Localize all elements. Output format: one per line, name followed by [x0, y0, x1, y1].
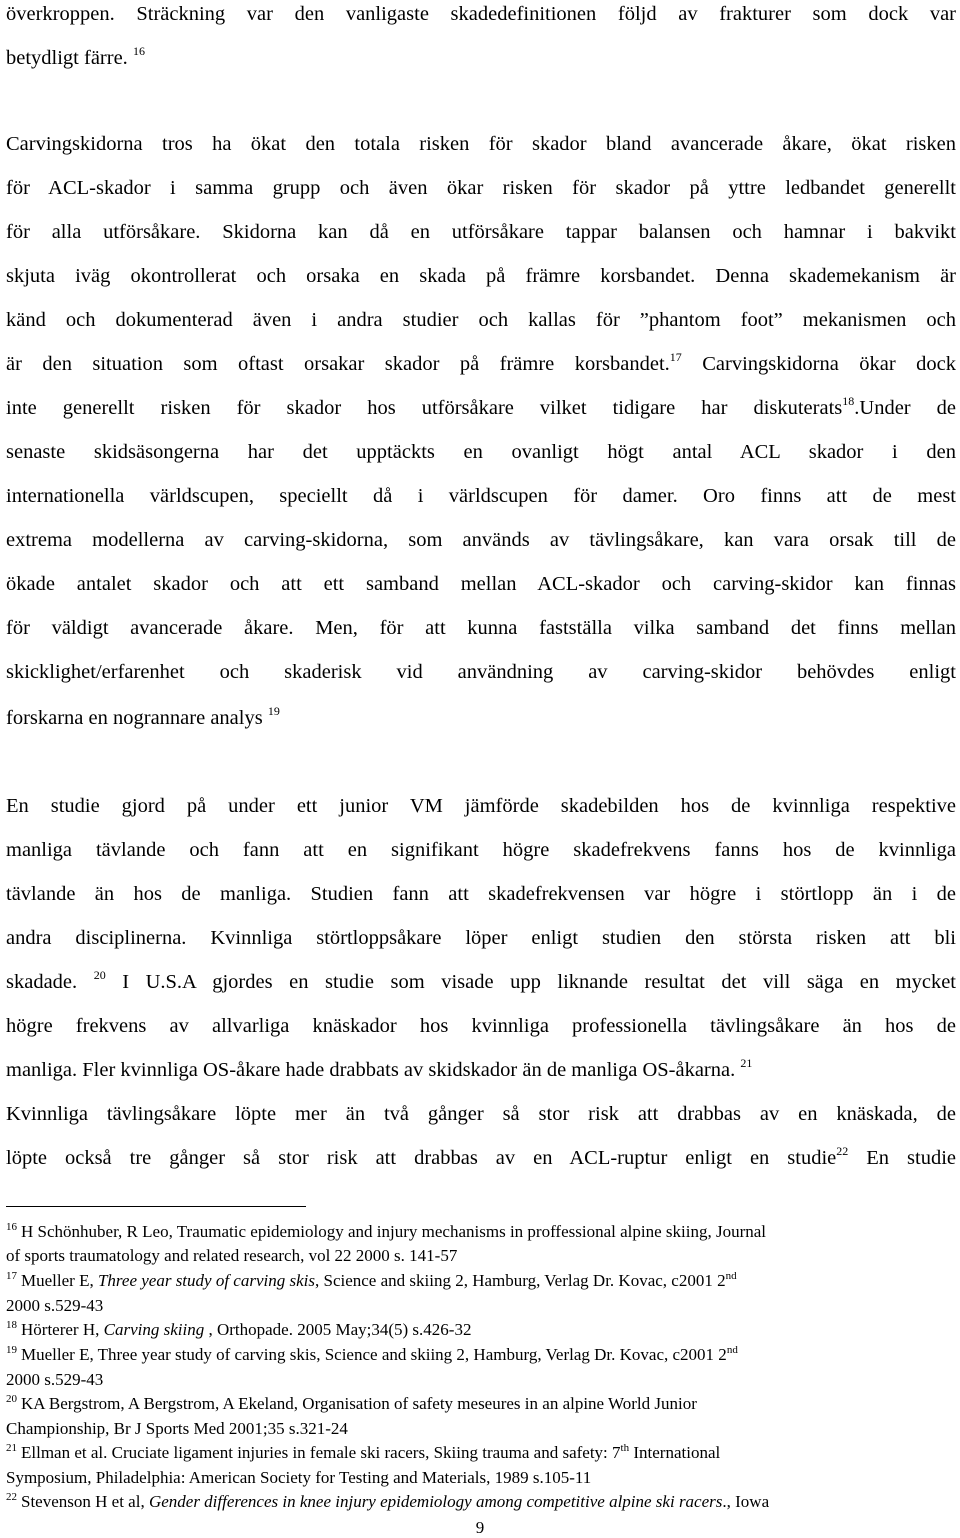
- footnote-ref: 22: [836, 1144, 849, 1158]
- text-line: forskarna en nogrannare analys $^{19}$: [6, 704, 280, 729]
- text-line: skicklighet/erfarenhet och skaderisk vid användning av carving-skidor behövdes enligt: [6, 661, 956, 683]
- text-line: En studie gjord på under ett junior VM jämförde skadebilden hos de kvinnliga respektive: [6, 795, 956, 817]
- text-line: manliga tävlande och fann att en signifikant högre skadefrekvens fanns hos de kvinnliga: [6, 839, 956, 861]
- text-line: för alla utförsåkare. Skidorna kan då en utförsåkare tappar balansen och hamnar i bakvikt: [6, 221, 956, 243]
- footnote: $^{19}$ Mueller E, Three year study of carving skis, Science and skiing 2, Hamburg, Verlag Dr. Kovac, c2001 2nd: [6, 1344, 738, 1364]
- footnote: $^{17}$ Mueller E, Three year study of carving skis, Science and skiing 2, Hamburg, Verlag Dr. Kovac, c2001 2nd: [6, 1270, 737, 1290]
- text-line: löpte också tre gånger så stor risk att drabbas av en ACL-ruptur enligt en studie$^{22}$ En studie: [6, 1144, 956, 1169]
- footnote-continuation: Symposium, Philadelphia: American Society for Testing and Materials, 1989 s.105-11: [6, 1468, 592, 1487]
- footnote-ref: 17: [669, 350, 682, 364]
- footnote-separator: [6, 1206, 306, 1207]
- text-line: tävlande än hos de manliga. Studien fann att skadefrekvensen var högre i störtlopp än i de: [6, 883, 956, 905]
- text-line: är den situation som oftast orsakar skador på främre korsbandet.$^{17}$ Carvingskidorna ökar dock: [6, 350, 957, 375]
- footnote: $^{18}$ Hörterer H, Carving skiing , Orthopade. 2005 May;34(5) s.426-32: [6, 1319, 472, 1339]
- text-line: skjuta iväg okontrollerat och orsaka en skada på främre korsbandet. Denna skademekanism är: [6, 265, 956, 287]
- text-line: manliga. Fler kvinnliga OS-åkare hade drabbats av skidskador än de manliga OS-åkarna. $^{21}$: [6, 1056, 753, 1081]
- footnote-ref: 20: [93, 968, 106, 982]
- text-line: andra disciplinerna. Kvinnliga störtloppsåkare löper enligt studien den största risken att bli: [6, 927, 956, 949]
- text-line: senaste skidsäsongerna har det upptäckts en ovanligt högt antal ACL skador i den: [6, 441, 956, 463]
- text-line: för ACL-skador i samma grupp och även ökar risken för skador på yttre ledbandet generellt: [6, 177, 956, 199]
- footnote-continuation: of sports traumatology and related research, vol 22 2000 s. 141-57: [6, 1246, 458, 1265]
- footnote: $^{20}$ KA Bergstrom, A Bergstrom, A Ekeland, Organisation of safety meseures in an alpine World Junior: [6, 1393, 697, 1413]
- text-line: Carvingskidorna tros ha ökat den totala risken för skador bland avancerade åkare, ökat risken: [6, 133, 956, 155]
- footnote: $^{16}$ H Schönhuber, R Leo, Traumatic epidemiology and injury mechanisms in proffessional alpine skiing, Journal: [6, 1221, 767, 1241]
- footnote-continuation: 2000 s.529-43: [6, 1370, 104, 1389]
- footnote-continuation: Championship, Br J Sports Med 2001;35 s.321-24: [6, 1419, 348, 1438]
- footnote-ref: 16: [132, 44, 145, 58]
- footnote-continuation: 2000 s.529-43: [6, 1296, 104, 1315]
- text-line: överkroppen. Sträckning var den vanligaste skadedefinitionen följd av frakturer som dock var: [6, 3, 956, 25]
- footnote: $^{21}$ Ellman et al. Cruciate ligament injuries in female ski racers, Skiing trauma and safety: 7th International: [6, 1442, 721, 1462]
- text-line: inte generellt risken för skador hos utförsåkare vilket tidigare har diskuterats$^{18}$.Under de: [6, 394, 956, 419]
- footnote: $^{22}$ Stevenson H et al, Gender differences in knee injury epidemiology among competitive alpine ski racers., Iowa: [6, 1491, 770, 1511]
- footnote-ref: 21: [740, 1056, 753, 1070]
- text-line: ökade antalet skador och att ett samband mellan ACL-skador och carving-skidor kan finnas: [6, 573, 956, 595]
- page-number: 9: [475, 1518, 485, 1537]
- footnote-ref: 19: [267, 704, 280, 718]
- text-line: betydligt färre. $^{16}$: [6, 44, 145, 69]
- text-line: för väldigt avancerade åkare. Men, för att kunna fastställa vilka samband det finns mellan: [6, 617, 956, 639]
- text-line: internationella världscupen, speciellt då i världscupen för damer. Oro finns att de mest: [6, 485, 956, 507]
- text-line: skadade. $^{20}$ I U.S.A gjordes en studie som visade upp liknande resultat det vill säga en mycket: [6, 968, 956, 993]
- text-line: extrema modellerna av carving-skidorna, som används av tävlingsåkare, kan vara orsak till de: [6, 529, 956, 551]
- text-line: känd och dokumenterad även i andra studier och kallas för ”phantom foot” mekanismen och: [6, 309, 956, 331]
- text-line: högre frekvens av allvarliga knäskador hos kvinnliga professionella tävlingsåkare än hos de: [6, 1015, 956, 1037]
- footnote-ref: 18: [842, 394, 855, 408]
- text-line: Kvinnliga tävlingsåkare löpte mer än två gånger så stor risk att drabbas av en knäskada, de: [6, 1103, 956, 1125]
